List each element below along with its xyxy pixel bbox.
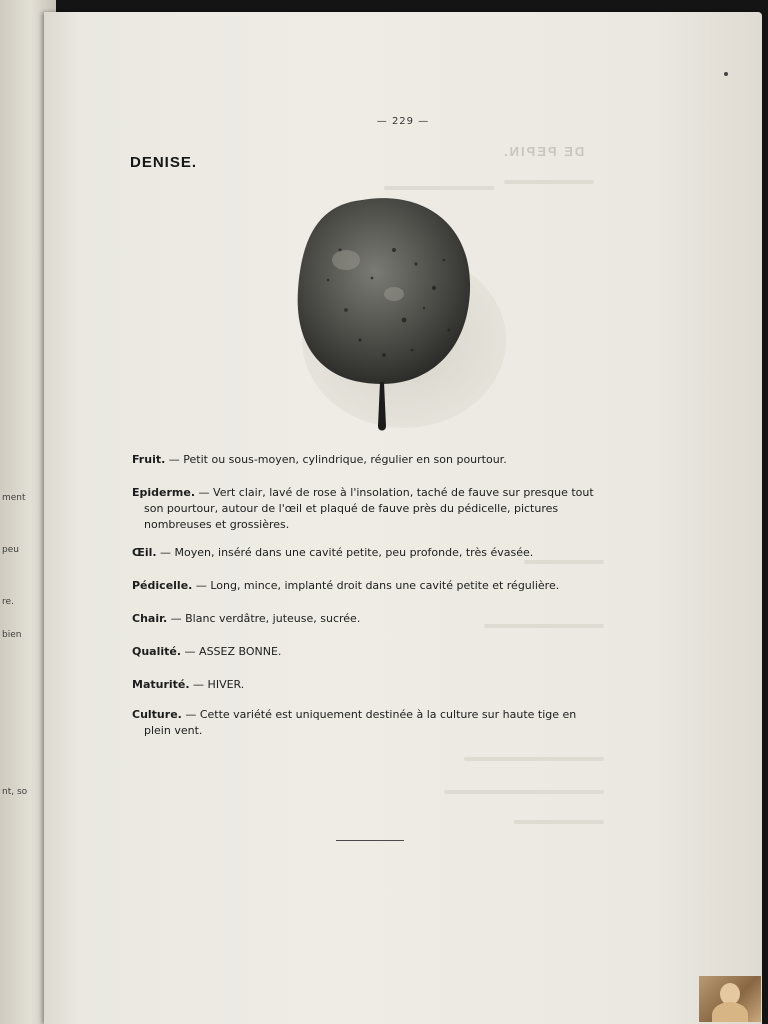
left-page-fragment: re. [2, 597, 14, 607]
page-number: — 229 — [376, 116, 430, 127]
description-entry-culture [132, 707, 604, 739]
page-speck [724, 72, 728, 76]
watermark-thumbnail [699, 976, 761, 1022]
entry-label: Pédicelle. [132, 579, 193, 592]
show-through-title: DE PEPIN. [502, 144, 585, 159]
description-entry-chair [132, 611, 604, 627]
entry-text: — Petit ou sous-moyen, cylindrique, régulier en son pourtour. [165, 453, 507, 466]
show-through-line [444, 790, 604, 794]
entry-text: — ASSEZ BONNE. [181, 645, 282, 658]
show-through-line [504, 180, 594, 184]
description-entry-qualite [132, 644, 604, 660]
entry-label: Maturité. [132, 678, 190, 691]
page-title: DENISE. [130, 154, 198, 171]
left-page-fragment: nt, so [2, 787, 28, 797]
description-entry-maturite [132, 677, 604, 693]
entry-label: Œil. [132, 546, 157, 559]
description-entry-epiderme [132, 485, 604, 533]
entry-label: Fruit. [132, 453, 166, 466]
show-through-line [464, 757, 604, 761]
apple-fruit-photo-icon [244, 190, 514, 445]
book-page [44, 12, 762, 1024]
description-entry-fruit [132, 452, 604, 468]
entry-text: — Long, mince, implanté droit dans une cavité petite et régulière. [192, 579, 560, 592]
left-page-fragment: ment [2, 493, 26, 503]
entry-text: — Blanc verdâtre, juteuse, sucrée. [167, 612, 361, 625]
description-entry-pedicelle [132, 578, 604, 594]
description-entry-oeil [132, 545, 604, 561]
entry-label: Chair. [132, 612, 168, 625]
entry-label: Qualité. [132, 645, 182, 658]
entry-label: Culture. [132, 708, 182, 721]
show-through-line [514, 820, 604, 824]
entry-text: — Cette variété est uniquement destinée à la culture sur haute tige en plein vent. [144, 708, 577, 737]
section-divider [336, 840, 404, 841]
entry-text: — Vert clair, lavé de rose à l'insolation, taché de fauve sur presque tout son pourtour, autour de l'œil et plaqué de fauve près du pédicelle, pictures nombreuses et grossières. [144, 486, 594, 531]
entry-text: — HIVER. [189, 678, 245, 691]
left-page-fragment: peu [2, 545, 19, 555]
left-page-fragment: bien [2, 630, 22, 640]
entry-text: — Moyen, inséré dans une cavité petite, peu profonde, très évasée. [156, 546, 534, 559]
entry-label: Epiderme. [132, 486, 196, 499]
